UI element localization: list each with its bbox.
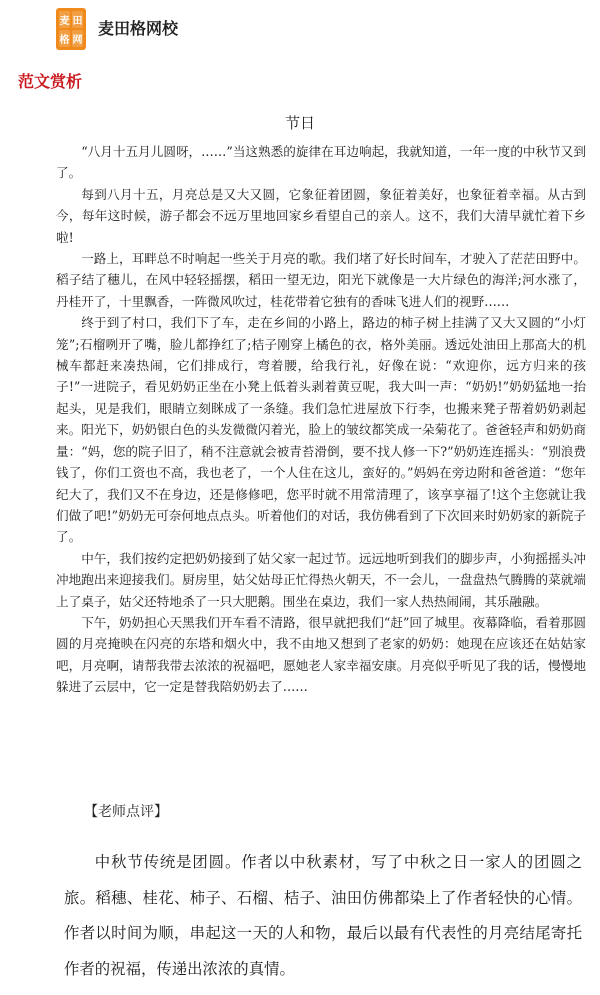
essay-paragraph: 一路上，耳畔总不时响起一些关于月亮的歌。我们堵了好长时间车，才驶入了茫茫田野中。稻子结了穗儿，在风中轻轻摇摆，稻田一望无边，阳光下就像是一大片绿色的海洋;河水涨了，丹桂开了，十里飘香，一阵微风吹过，桂花带着它独有的香味飞进人们的视野……	[56, 251, 586, 309]
essay-paragraph: 下午，奶奶担心天黑我们开车看不清路，很早就把我们“赶”回了城里。夜幕降临，看着那圆圆的月亮掩映在闪亮的东塔和烟火中，我不由地又想到了老家的奶奶：她现在应该还在姑姑家吧，月亮啊，请帮我带去浓浓的祝福吧，愿她老人家幸福安康。月亮似乎听见了我的话，慢慢地躲进了云层中，它一定是替我陪奶奶去了……	[56, 614, 586, 695]
logo-char: 田	[72, 11, 83, 28]
essay-paragraph: 每到八月十五，月亮总是又大又圆，它象征着团圆，象征着美好，也象征着幸福。从古到今，每年这时候，游子都会不远万里地回家乡看望自己的亲人。这不，我们大清早就忙着下乡啦!	[56, 186, 586, 245]
section-label: 范文赏析	[18, 72, 83, 91]
essay-paragraph: 终于到了村口，我们下了车，走在乡间的小路上，路边的柿子树上挂满了又大又圆的“小灯笼”;石榴咧开了嘴，脸儿都挣红了;桔子刚穿上橘色的衣，格外美丽。透远处油田上那高大的机械车都赶来凑热闹，它们排成行，弯着腰，给我行礼，好像在说：“欢迎你，远方归来的孩子!”一进院子，看见奶奶正坐在小凳上低着头剥着黄豆呢，我大叫一声：“奶奶!”奶奶猛地一抬起头，见是我们，眼睛立刻眯成了一条缝。我们急忙进屋放下行李，也搬来凳子帮着奶奶剥起来。阳光下，奶奶银白色的头发微微闪着光，脸上的皱纹都笑成一朵菊花了。爸爸轻声和奶奶商量：“妈，您的院子旧了，稍不注意就会被青苔滑倒，要不找人修一下?”奶奶连连摇头：“别浪费钱了，你们工资也不高，我也老了，一个人住在这儿，蛮好的。”妈妈在旁边附和爸爸道：“您年纪大了，我们又不在身边，还是修修吧，您平时就不用常清理了，该享享福了!这个主您就让我们做了吧!”奶奶无可奈何地点点头。听着他们的对话，我仿佛看到了下次回来时奶奶家的新院子了。	[56, 315, 586, 545]
logo-char: 网	[72, 30, 83, 47]
teacher-comment-label: 【老师点评】	[84, 804, 168, 820]
teacher-comment	[64, 845, 582, 987]
teacher-comment-text: 中秋节传统是团圆。作者以中秋素材，写了中秋之日一家人的团圆之旅。稻穗、桂花、柿子、石榴、桔子、油田仿佛都染上了作者轻快的心情。作者以时间为顺，串起这一天的人和物，最后以最有代表性的月亮结尾寄托作者的祝福，传递出浓浓的真情。	[64, 853, 582, 978]
brand-name: 麦田格网校	[98, 19, 179, 38]
essay-paragraph: 中午，我们按约定把奶奶接到了姑父家一起过节。远远地听到我们的脚步声，小狗摇摇头冲冲地跑出来迎接我们。厨房里，姑父姑母正忙得热火朝天，不一会儿，一盘盘热气腾腾的菜就端上了桌子，姑父还特地杀了一只大肥鹅。围坐在桌边，我们一家人热热闹闹，其乐融融。	[56, 550, 586, 609]
essay-body	[56, 141, 586, 698]
essay-title: 节日	[284, 114, 315, 132]
school-logo	[56, 8, 86, 50]
page-header	[0, 0, 600, 58]
logo-char: 麦	[59, 11, 70, 28]
essay-paragraph: “八月十五月儿圆呀，……”当这熟悉的旋律在耳边响起，我就知道，一年一度的中秋节又到了。	[56, 144, 586, 181]
logo-char: 格	[59, 30, 70, 47]
